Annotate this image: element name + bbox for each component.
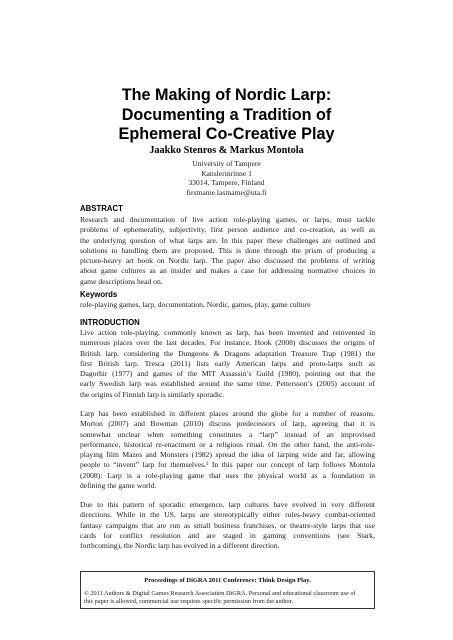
intro-paragraph-3 (80, 500, 375, 551)
affiliation (0, 159, 453, 197)
intro-line: forthcoming), the Nordic larp has evolved in a different direction. (80, 541, 280, 551)
intro-paragraph-2 (80, 409, 375, 491)
intro-line: playing film Mazes and Monsters (1982) spread the idea of larping wide and far, allowing (80, 450, 375, 460)
title-line: The Making of Nordic Larp: (121, 86, 332, 104)
intro-line: the origins of Finnish larp is similarly sporadic. (80, 389, 225, 399)
abstract-heading: ABSTRACT (80, 204, 123, 213)
proceedings-title: Proceedings of DiGRA 2011 Conference: Think Design Play. (144, 577, 311, 584)
intro-line: people to “invent” larp for themselves.¹ In this paper our concept of larp follows Montola (80, 460, 375, 470)
intro-line: Morton (2007) and Bowman (2010) discuss predecessors of larp, agreeing that it is (80, 419, 375, 429)
abstract-line: game descriptions head on. (80, 276, 163, 286)
abstract-line: about game cultures as an insider and makes a case for addressing normative choices in (80, 266, 375, 276)
keywords-line: role-playing games, larp, documentation, Nordic, games, play, game culture (80, 300, 311, 309)
affiliation-line: 33014, Tampere, Finland (188, 178, 265, 188)
copyright-notice (84, 590, 373, 606)
author-email: firstname.lastname@uta.fi (186, 187, 267, 197)
proceedings-footer (80, 571, 375, 609)
intro-line: numerous places over the last decades. For instance, Hook (2008) discusses the origins of (80, 338, 375, 348)
abstract-line: Research and documentation of live action role-playing games, or larps, must tackle (80, 215, 375, 224)
keywords-heading: Keywords (80, 290, 118, 299)
intro-line: Live action role-playing, commonly known as larp, has been invented and reinvented in (80, 328, 375, 337)
intro-line: first British larp. Tresca (2011) lists early American larps and proto-larps such as (80, 358, 375, 368)
abstract-line: problems of ephemerality, subjectivity, first person audience and co-creation, as well as (80, 225, 375, 235)
abstract-line: picture-heavy art book on Nordic larp. The paper also discussed the problems of writing (80, 256, 375, 266)
copyright-line: © 2011 Authors & Digital Games Research Association DiGRA. Personal and educational classroom use of (84, 590, 356, 597)
intro-line: cards for conflict resolution and are staged in gaming conventions (see Stark, (80, 530, 375, 540)
intro-line: Dagorhir (1977) and games of the MIT Assassin’s Guild (1980), pointing out that the (80, 369, 375, 379)
intro-line: Due to this pattern of sporadic emergence, larp cultures have evolved in very different (80, 500, 375, 509)
intro-line: British larp, considering the Dungeons & Dragons adaptation Treasure Trap (1981) the (80, 348, 375, 358)
intro-line: somewhat unclear when something constitutes a “larp” instead of an improvised (80, 429, 375, 439)
title-line: Documenting a Tradition of (121, 105, 332, 124)
intro-line: fantasy campaigns that are run as small business franchises, or theatre-style larps that use (80, 520, 375, 530)
copyright-line: this paper is allowed, commercial use requires specific permission from the author. (84, 598, 293, 605)
intro-line: (2008): Larp is a role-playing game that uses the physical world as a foundation in (80, 470, 375, 480)
introduction-heading: INTRODUCTION (80, 318, 140, 327)
abstract-text (80, 215, 375, 287)
keywords-text (80, 300, 375, 310)
intro-line: Larp has been established in different places around the globe for a number of reasons. (80, 409, 375, 418)
intro-line: directions. While in the US, larps are stereotypically either rules-heavy combat-oriented (80, 510, 375, 520)
abstract-line: solutions to handling them are proposed. This is done through the prism of producing a (80, 245, 375, 255)
intro-line: performance, historical re-enactment or a religious ritual. On the other hand, the anti-role- (80, 439, 375, 449)
intro-line: early Swedish larp was established around the same time. Pettersson’s (2005) account of (80, 379, 375, 389)
abstract-line: the underlying question of what larps are. In this paper these challenges are outlined and (80, 235, 375, 245)
intro-paragraph-1 (80, 328, 375, 400)
affiliation-line: Kanslerinrinne 1 (201, 168, 252, 178)
affiliation-line: University of Tampere (192, 159, 261, 168)
intro-line: defining the game world. (80, 481, 157, 491)
title-line: Ephemeral Co-Creative Play (118, 125, 335, 143)
authors: Jaakko Stenros & Markus Montola (149, 145, 304, 156)
paper-title (0, 86, 453, 145)
